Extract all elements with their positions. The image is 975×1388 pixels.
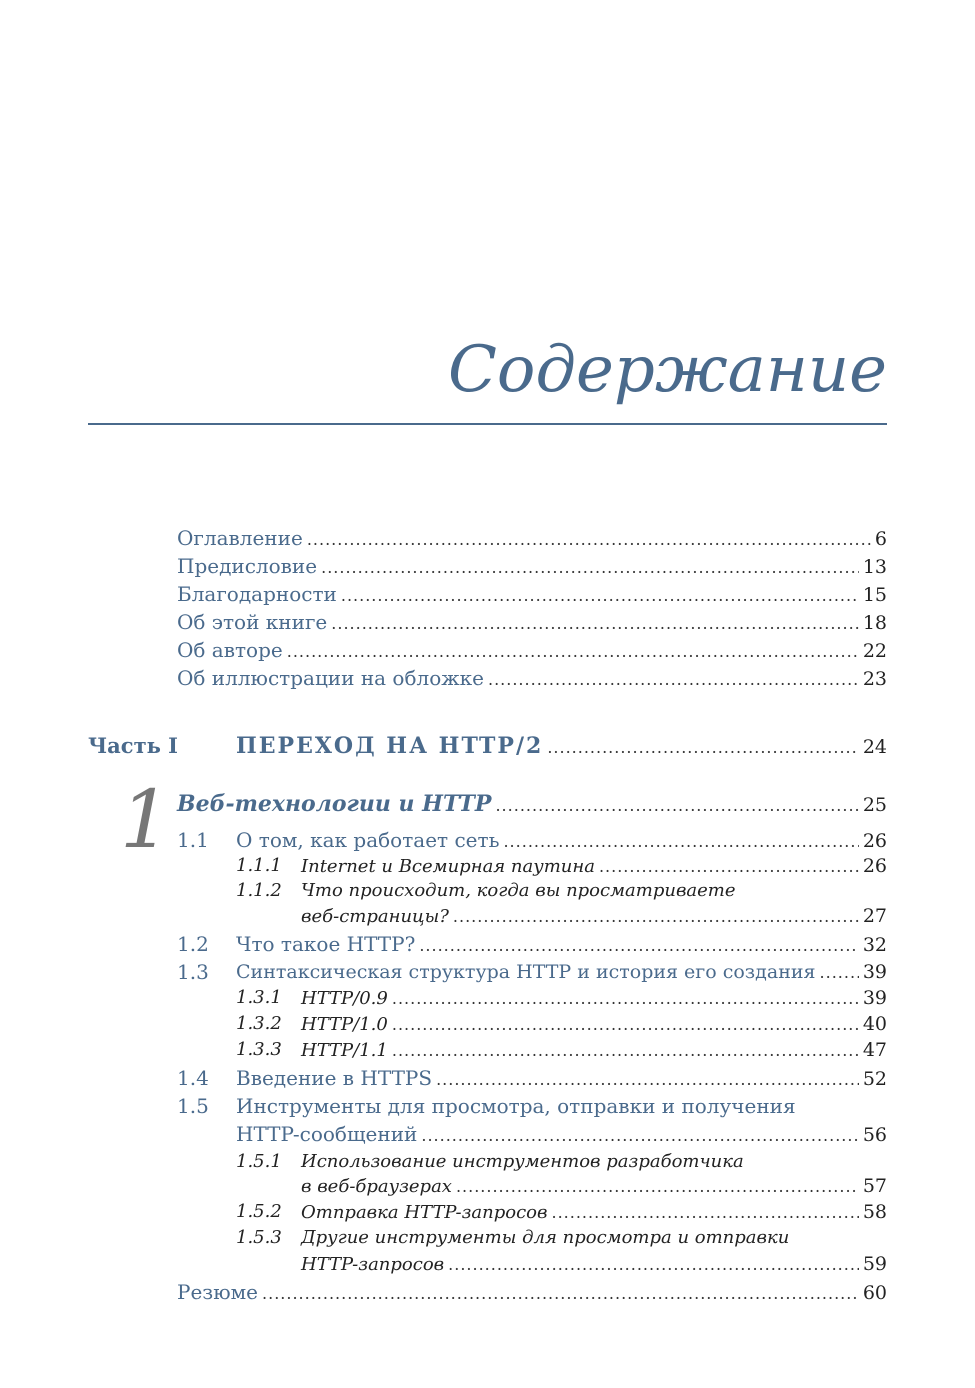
toc-page: 40 — [862, 1013, 887, 1035]
subsection-number: 1.5.1 — [236, 1151, 282, 1172]
toc-page: 58 — [862, 1201, 887, 1223]
toc-entry-front[interactable] — [177, 666, 887, 692]
toc-entry-part[interactable] — [236, 734, 887, 760]
leader-dots — [436, 1068, 859, 1092]
toc-label: Синтаксическая структура HTTP и история его создания — [236, 961, 816, 983]
toc-entry-section[interactable] — [236, 1122, 887, 1148]
section-number: 1.3 — [177, 960, 209, 984]
title-rule — [88, 423, 887, 425]
toc-page: 39 — [862, 961, 887, 983]
leader-dots — [547, 736, 859, 760]
toc-entry-section[interactable] — [236, 828, 887, 854]
toc-entry-front[interactable] — [177, 610, 887, 636]
toc-label: Об этой книге — [177, 610, 328, 634]
section-number: 1.5 — [177, 1094, 209, 1118]
toc-label: HTTP-запросов — [301, 1254, 445, 1275]
leader-dots — [552, 1201, 859, 1225]
toc-label: HTTP/0.9 — [301, 988, 388, 1009]
toc-page: 60 — [862, 1282, 887, 1304]
leader-dots — [321, 556, 859, 580]
subsection-number: 1.3.2 — [236, 1013, 282, 1034]
leader-dots — [488, 668, 859, 692]
toc-page: 57 — [862, 1175, 887, 1197]
toc-label: HTTP/1.0 — [301, 1014, 388, 1035]
toc-page: 39 — [862, 987, 887, 1009]
toc-label: в веб-браузерах — [301, 1176, 452, 1197]
toc-page: 59 — [862, 1253, 887, 1275]
toc-entry-front[interactable] — [177, 638, 887, 664]
leader-dots — [392, 1039, 859, 1063]
leader-dots — [307, 528, 871, 552]
toc-entry-summary[interactable] — [177, 1280, 887, 1306]
leader-dots — [456, 1175, 859, 1199]
subsection-number: 1.3.1 — [236, 987, 282, 1008]
leader-dots — [392, 987, 859, 1011]
toc-label: HTTP-сообщений — [236, 1122, 418, 1146]
toc-entry-subsection[interactable] — [301, 1200, 887, 1225]
leader-dots — [287, 640, 859, 664]
toc-label: Internet и Всемирная паутина — [301, 856, 595, 877]
toc-entry-front[interactable] — [177, 582, 887, 608]
toc-label-line1: Инструменты для просмотра, отправки и получения — [236, 1094, 796, 1118]
toc-entry-subsection[interactable] — [301, 1012, 887, 1037]
toc-label: HTTP/1.1 — [301, 1040, 388, 1061]
leader-dots — [448, 1253, 859, 1277]
toc-page: 26 — [862, 830, 887, 852]
leader-dots — [503, 830, 858, 854]
subsection-number: 1.3.3 — [236, 1039, 282, 1060]
leader-dots — [421, 1124, 858, 1148]
toc-entry-subsection[interactable] — [301, 986, 887, 1011]
toc-entry-section[interactable] — [236, 1066, 887, 1092]
toc-label: Что такое HTTP? — [236, 932, 416, 956]
chapter-number: 1 — [120, 773, 171, 866]
leader-dots — [599, 855, 859, 879]
leader-dots — [262, 1282, 859, 1306]
toc-label: Отправка HTTP-запросов — [301, 1202, 548, 1223]
leader-dots — [419, 934, 858, 958]
toc-page: 22 — [862, 640, 887, 662]
leader-dots — [341, 584, 859, 608]
toc-label: Об иллюстрации на обложке — [177, 666, 484, 690]
toc-page: 47 — [862, 1039, 887, 1061]
part-title: ПЕРЕХОД НА HTTP/2 — [236, 733, 544, 759]
leader-dots — [392, 1013, 859, 1037]
toc-page: 25 — [862, 794, 887, 816]
subsection-number: 1.1.1 — [236, 855, 282, 876]
toc-entry-subsection[interactable] — [301, 1252, 887, 1277]
subsection-number: 1.5.2 — [236, 1201, 282, 1222]
toc-label-line1: Что происходит, когда вы просматриваете — [301, 880, 736, 901]
toc-label: Введение в HTTPS — [236, 1066, 433, 1090]
toc-entry-front[interactable] — [177, 526, 887, 552]
toc-page: 52 — [862, 1068, 887, 1090]
leader-dots — [820, 961, 859, 985]
toc-label-line1: Другие инструменты для просмотра и отправки — [301, 1227, 790, 1248]
toc-page: 56 — [862, 1124, 887, 1146]
toc-page: 24 — [862, 736, 887, 758]
section-number: 1.1 — [177, 828, 209, 852]
toc-label: Благодарности — [177, 582, 337, 606]
leader-dots — [331, 612, 859, 636]
toc-label: веб-страницы? — [301, 906, 449, 927]
toc-entry-subsection[interactable] — [301, 1174, 887, 1199]
toc-label: О том, как работает сеть — [236, 828, 500, 852]
section-number: 1.2 — [177, 932, 209, 956]
toc-label: Резюме — [177, 1280, 259, 1304]
toc-page: 18 — [862, 612, 887, 634]
toc-page: 13 — [862, 556, 887, 578]
toc-label: Об авторе — [177, 638, 283, 662]
leader-dots — [453, 905, 859, 929]
toc-page: 26 — [862, 855, 887, 877]
toc-entry-front[interactable] — [177, 554, 887, 580]
toc-entry-section[interactable] — [236, 932, 887, 958]
toc-page: 15 — [862, 584, 887, 606]
page-title: Содержание — [447, 333, 887, 407]
toc-page: 32 — [862, 934, 887, 956]
toc-entry-section[interactable] — [236, 960, 887, 985]
toc-label-line1: Использование инструментов разработчика — [301, 1151, 744, 1172]
toc-page: 23 — [862, 668, 887, 690]
toc-page: 6 — [874, 528, 887, 550]
part-number: Часть I — [88, 733, 178, 758]
toc-label: Предисловие — [177, 554, 318, 578]
chapter-title: Веб-технологии и HTTP — [177, 791, 492, 817]
leader-dots — [495, 794, 858, 818]
subsection-number: 1.5.3 — [236, 1227, 282, 1248]
toc-entry-subsection[interactable] — [301, 854, 887, 879]
toc-entry-chapter[interactable] — [177, 792, 887, 818]
toc-label: Оглавление — [177, 526, 303, 550]
section-number: 1.4 — [177, 1066, 209, 1090]
toc-page: 27 — [862, 905, 887, 927]
subsection-number: 1.1.2 — [236, 880, 282, 901]
toc-entry-subsection[interactable] — [301, 904, 887, 929]
toc-entry-subsection[interactable] — [301, 1038, 887, 1063]
